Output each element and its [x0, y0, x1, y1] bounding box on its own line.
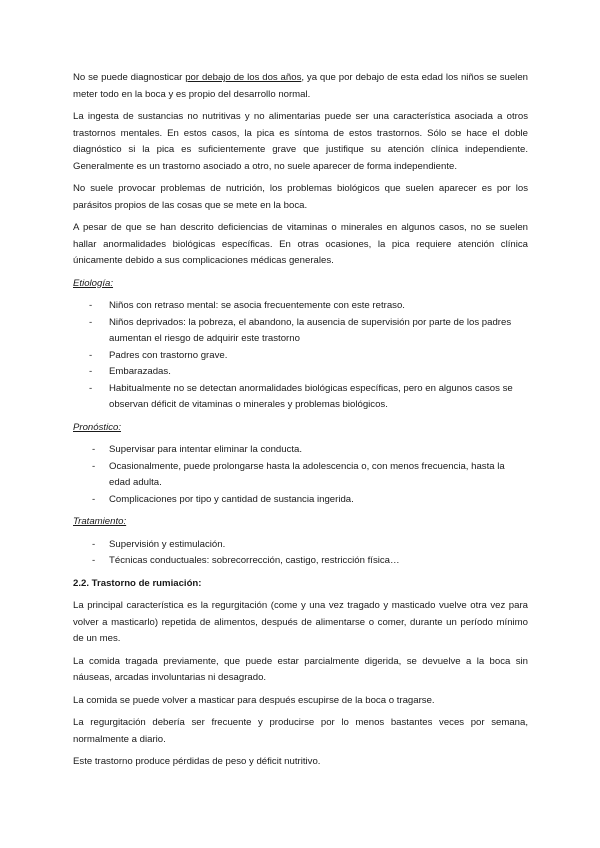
- intro-paragraph-4: A pesar de que se han descrito deficiencias de vitaminas o minerales en algunos casos, no se suelen hallar anormalidades biológicas específicas. En otras ocasiones, la pica requiere atención clínica únicamente debido a sus complicaciones médicas generales.: [73, 222, 528, 266]
- list-item-text: Habitualmente no se detectan anormalidades biológicas específicas, pero en algunos casos se observan déficit de vitaminas o minerales y problemas biológicos.: [109, 382, 513, 410]
- list-item-text: Complicaciones por tipo y cantidad de sustancia ingerida.: [109, 493, 354, 505]
- tratamiento-heading: Tratamiento:: [73, 516, 127, 527]
- list-item-text: Supervisar para intentar eliminar la conducta.: [109, 444, 303, 455]
- intro-paragraph-3: No suele provocar problemas de nutrición, los problemas biológicos que suelen aparecer es por los parásitos propios de las cosas que se mete en la boca.: [73, 183, 528, 211]
- intro-paragraph-2: La ingesta de sustancias no nutritivas y no alimentarias puede ser una característica asociada a otros trastornos mentales. En estos casos, la pica es síntoma de estos trastornos. Sólo se hace el doble diagnóstico si la pica es suficientemente grave que justifique su atención clínica independiente. Generalmente es un trastorno asociado a otro, no suele aparecer de forma independiente.: [73, 111, 528, 172]
- list-item-text: Técnicas conductuales: sobrecorrección, castigo, restricción física…: [109, 555, 400, 566]
- list-item: - Supervisar para intentar eliminar la conducta.: [92, 444, 303, 455]
- intro-p1-underlined: por debajo de los dos años: [185, 72, 302, 83]
- pronostico-list: [73, 442, 528, 508]
- list-item: - Ocasionalmente, puede prolongarse hasta la adolescencia o, con menos frecuencia, hasta la edad adulta.: [92, 460, 505, 488]
- intro-p1-pre: No se puede diagnosticar: [73, 72, 186, 83]
- rumiacion-paragraph-4: La regurgitación debería ser frecuente y producirse por lo menos bastantes veces por semana, normalmente a diario.: [73, 717, 528, 745]
- etiologia-list: [73, 298, 528, 414]
- intro-paragraph-1: [73, 70, 528, 103]
- list-item: - Supervisión y estimulación.: [92, 538, 226, 550]
- intro-p1-post: , ya que por debajo de esta edad los niños se suelen meter todo en la boca y es propio del desarrollo normal.: [73, 72, 528, 100]
- rumiacion-paragraph-5: Este trastorno produce pérdidas de peso y déficit nutritivo.: [73, 756, 321, 767]
- list-item-text: Niños con retraso mental: se asocia frecuentemente con este retraso.: [109, 300, 405, 311]
- list-item: - Técnicas conductuales: sobrecorrección, castigo, restricción física…: [92, 555, 400, 566]
- list-item: - Niños deprivados: la pobreza, el abandono, la ausencia de supervisión por parte de los padres aumentan el riesgo de adquirir este trastorno: [89, 316, 512, 344]
- pronostico-heading: Pronóstico:: [73, 421, 121, 433]
- list-item: - Padres con trastorno grave.: [89, 349, 228, 361]
- list-item: - Complicaciones por tipo y cantidad de sustancia ingerida.: [92, 493, 354, 505]
- list-item: - Habitualmente no se detectan anormalidades biológicas específicas, pero en algunos casos se observan déficit de vitaminas o minerales y problemas biológicos.: [89, 382, 513, 410]
- list-item-text: Niños deprivados: la pobreza, el abandono, la ausencia de supervisión por parte de los padres aumentan el riesgo de adquirir este trastorno: [109, 316, 512, 344]
- list-item-text: Supervisión y estimulación.: [109, 538, 226, 550]
- list-item: - Niños con retraso mental: se asocia frecuentemente con este retraso.: [89, 300, 405, 311]
- rumiacion-paragraph-2: La comida tragada previamente, que puede estar parcialmente digerida, se devuelve a la boca sin náuseas, arcadas involuntarias ni desagrado.: [73, 655, 528, 683]
- rumiacion-paragraph-1: La principal característica es la regurgitación (come y una vez tragado y masticado vuelve otra vez para volver a masticarlo) repetida de alimentos, después de alimentarse o comer, durante un período mínimo de un mes.: [73, 600, 528, 644]
- rumiacion-heading: 2.2. Trastorno de rumiación:: [73, 577, 202, 589]
- list-item-text: Embarazadas.: [109, 366, 171, 377]
- list-item-text: Padres con trastorno grave.: [109, 349, 228, 361]
- rumiacion-paragraph-3: La comida se puede volver a masticar para después escupirse de la boca o tragarse.: [73, 694, 435, 706]
- list-item-text: Ocasionalmente, puede prolongarse hasta la adolescencia o, con menos frecuencia, hasta la edad adulta.: [109, 460, 505, 488]
- list-item: - Embarazadas.: [89, 366, 171, 377]
- etiologia-heading: Etiología:: [73, 277, 114, 289]
- tratamiento-list: [73, 537, 528, 570]
